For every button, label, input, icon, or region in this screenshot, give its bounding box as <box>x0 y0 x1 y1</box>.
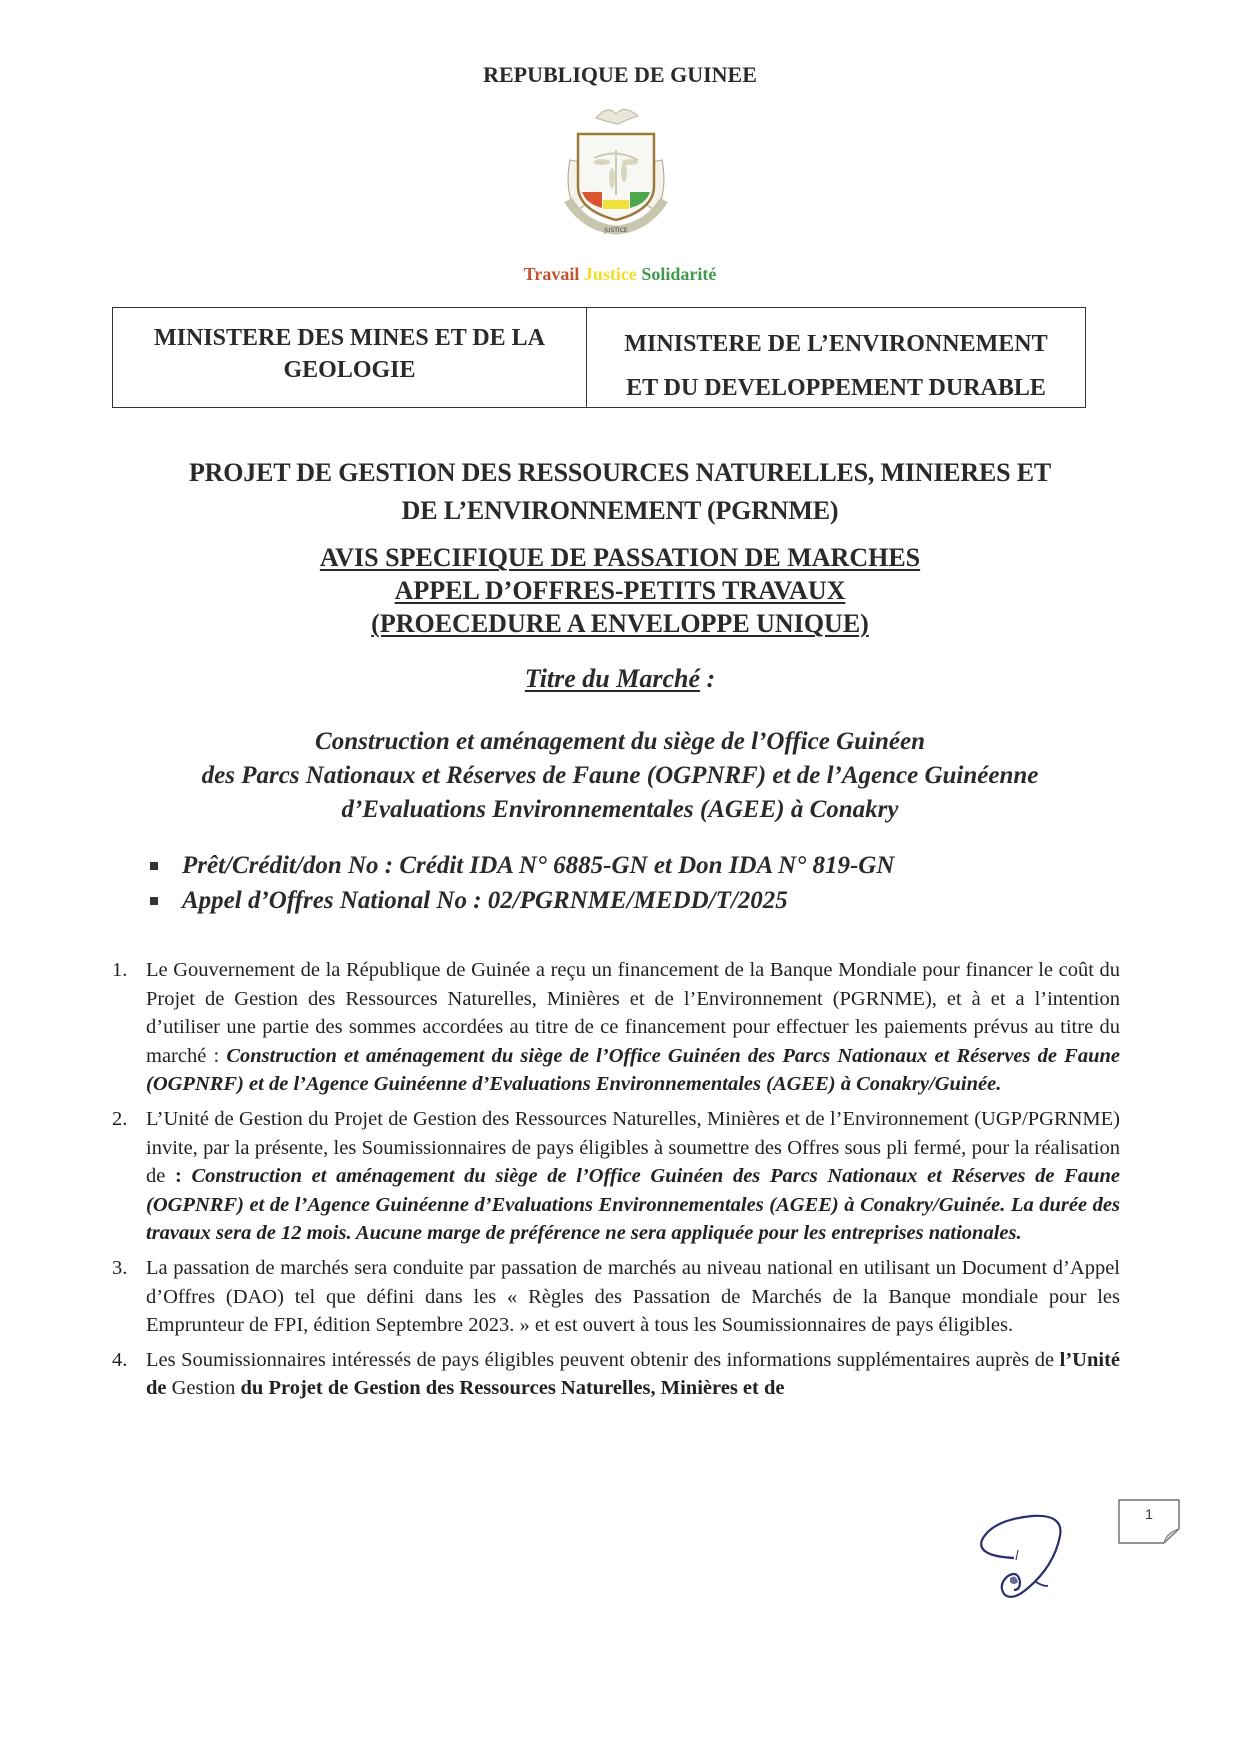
ministry-environment-line-2: ET DU DEVELOPPEMENT DURABLE <box>626 375 1046 401</box>
page-number: 1 <box>1145 1506 1153 1522</box>
market-title-colon: : <box>700 664 716 693</box>
reference-list <box>150 848 894 918</box>
market-title-label-text: Titre du Marché <box>524 664 701 693</box>
text-run-bold: l’Unité de <box>146 1348 1120 1400</box>
reference-item <box>150 848 894 883</box>
paragraph-number: 4. <box>112 1348 128 1371</box>
ministry-mines <box>113 308 587 407</box>
market-title-line-3: d’Evaluations Environnementales (AGEE) à Conakry <box>341 796 899 823</box>
notice-line-3: (PROECEDURE A ENVELOPPE UNIQUE) <box>371 609 869 638</box>
market-title-line-2: des Parcs Nationaux et Réserves de Faune (OGPNRF) et de l’Agence Guinéenne <box>201 762 1039 789</box>
paragraph-number: 1. <box>112 959 128 981</box>
paragraph-number: 2. <box>112 1107 128 1130</box>
text-run-bold: du Projet de Gestion des Ressources Naturelles, Minières et de <box>240 1377 785 1400</box>
paragraph-text <box>146 956 1120 1099</box>
text-run-bold-italic: Construction et aménagement du siège de l’Office Guinéen des Parcs Nationaux et Réserves de Faune (OGPNRF) et de l’Agence Guinéenne d’Evaluations Environnementales (AGEE) à Conakry/Guinée. La durée des travaux sera de 12 mois. Aucune marge de préférence ne sera appliquée pour les entreprises nationales. <box>146 1165 1120 1245</box>
national-motto <box>0 264 1240 285</box>
square-bullet-icon <box>150 897 158 905</box>
reference-credit: Prêt/Crédit/don No : Crédit IDA N° 6885-GN et Don IDA N° 819-GN <box>182 851 895 879</box>
text-run-bold: : <box>175 1165 192 1188</box>
svg-text:JUSTICE: JUSTICE <box>604 227 628 234</box>
reference-item <box>150 883 894 918</box>
text-run: Les Soumissionnaires intéressés de pays éligibles peuvent obtenir des informations supplémentaires auprès de <box>146 1348 1060 1371</box>
text-run: L’Unité de Gestion du Projet de Gestion des Ressources Naturelles, Minières et de l’Environnement (UGP/PGRNME) invite, par la présente, les Soumissionnaires de pays éligibles à soumettre des Offres sous pli fermé, pour la réalisation de <box>146 1107 1120 1188</box>
paragraph-text <box>146 1346 1120 1403</box>
signature-icon <box>972 1510 1084 1604</box>
paragraph-2 <box>112 1105 1120 1248</box>
paragraph-text <box>146 1105 1120 1248</box>
motto-word-travail: Travail <box>523 264 580 284</box>
reference-tender-number: Appel d’Offres National No : 02/PGRNME/MEDD/T/2025 <box>182 886 788 914</box>
paragraph-4 <box>112 1346 1120 1403</box>
notice-line-1: AVIS SPECIFIQUE DE PASSATION DE MARCHES <box>319 543 921 572</box>
notice-heading <box>100 541 1140 640</box>
motto-word-solidarite: Solidarité <box>641 264 717 284</box>
paragraph-number: 3. <box>112 1256 128 1279</box>
motto-word-justice: Justice <box>583 264 637 284</box>
country-name: REPUBLIQUE DE GUINEE <box>483 62 757 87</box>
market-title-label <box>0 664 1240 694</box>
project-heading-line-2: DE L’ENVIRONNEMENT (PGRNME) <box>401 496 839 525</box>
coat-of-arms-icon <box>546 100 686 240</box>
paragraph-text <box>146 1254 1120 1340</box>
ministry-environment <box>587 308 1085 407</box>
market-title <box>100 725 1140 827</box>
text-run-bold-italic: Construction et aménagement du siège de l’Office Guinéen des Parcs Nationaux et Réserves de Faune (OGPNRF) et de l’Agence Guinéenne d’Evaluations Environnementales (AGEE) à Conakry/Guinée. <box>146 1044 1120 1096</box>
text-run: Le Gouvernement de la République de Guinée a reçu un financement de la Banque Mondiale pour financer le coût du Projet de Gestion des Ressources Naturelles, Minières et de l’Environnement (PGRNME), et à et a l’intention d’utiliser une partie des sommes accordées au titre de ce financement pour effectuer les paiements prévus au titre du marché : <box>146 959 1120 1067</box>
square-bullet-icon <box>150 862 158 870</box>
ministry-mines-line-2: GEOLOGIE <box>283 357 416 383</box>
project-heading <box>100 454 1140 530</box>
project-heading-line-1: PROJET DE GESTION DES RESSOURCES NATURELLES, MINIERES ET <box>189 458 1051 487</box>
text-run: Gestion <box>166 1377 241 1400</box>
paragraph-3 <box>112 1254 1120 1340</box>
ministries-table <box>112 307 1086 408</box>
ministry-mines-line-1: MINISTERE DES MINES ET DE LA <box>154 325 545 351</box>
text-run: La passation de marchés sera conduite par passation de marchés au niveau national en utilisant un Document d’Appel d’Offres (DAO) tel que défini dans les « Règles des Passation de Marchés de la Banque mondiale pour les Emprunteur de FPI, édition Septembre 2023. » et est ouvert à tous les Soumissionnaires de pays éligibles. <box>146 1256 1120 1337</box>
paragraph-1 <box>112 956 1120 1099</box>
ministry-environment-line-1: MINISTERE DE L’ENVIRONNEMENT <box>624 331 1048 357</box>
notice-body <box>112 956 1120 1409</box>
notice-line-2: APPEL D’OFFRES-PETITS TRAVAUX <box>394 576 846 605</box>
market-title-line-1: Construction et aménagement du siège de l’Office Guinéen <box>315 728 925 755</box>
